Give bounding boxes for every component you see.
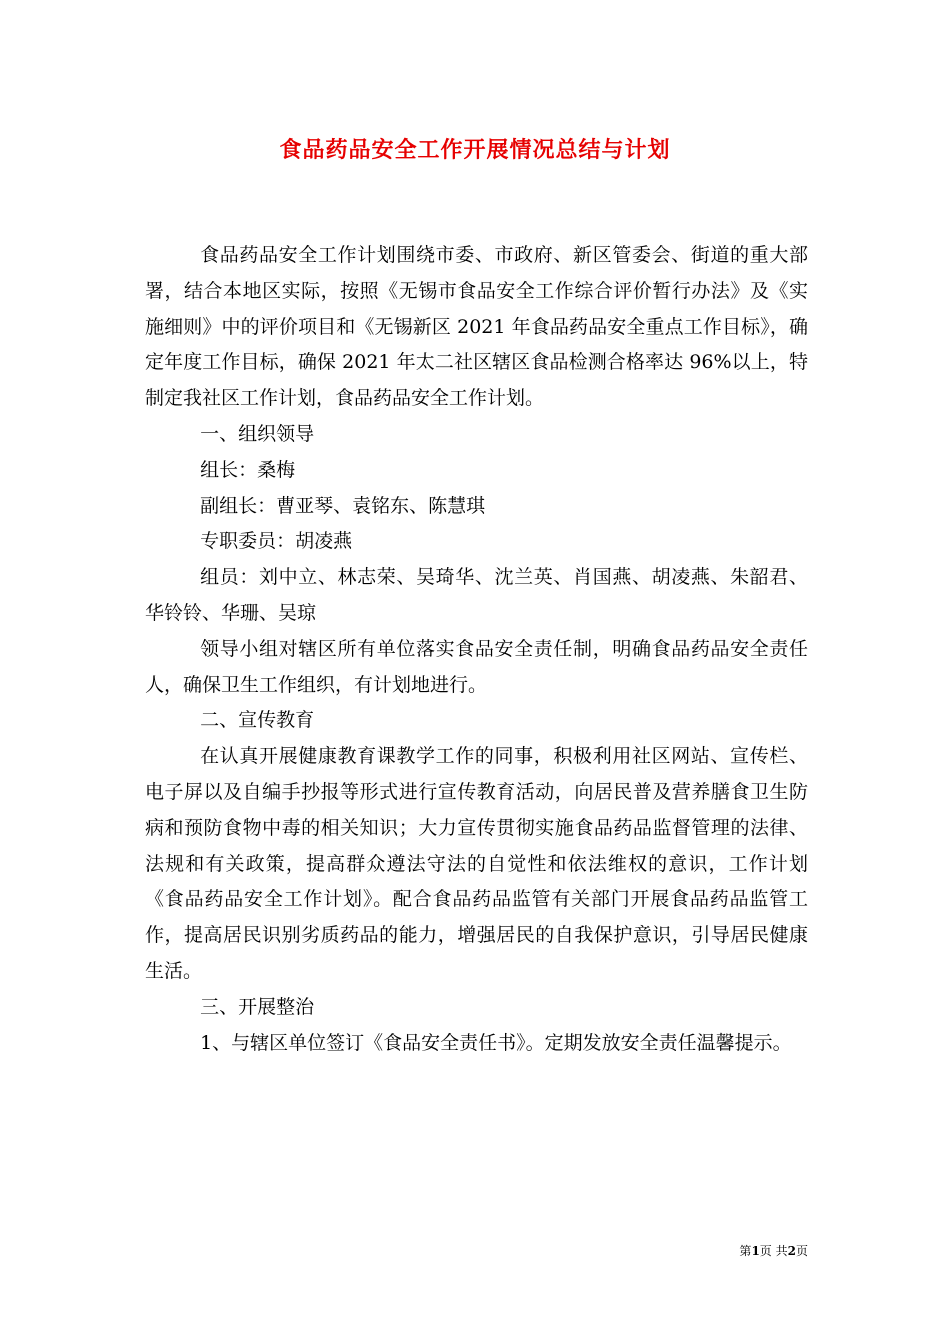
footer-total-pages: 2 [787, 1244, 796, 1258]
team-leader-line: 组长：桑梅 [200, 458, 296, 481]
deputy-leaders-line: 副组长：曹亚琴、袁铭东、陈慧琪 [200, 494, 486, 517]
members-line: 组员：刘中立、林志荣、吴琦华、沈兰英、肖国燕、胡凌燕、朱韶君、华铃铃、华珊、吴琼 [145, 566, 808, 624]
footer-prefix: 第 [739, 1244, 752, 1258]
section-heading-organization: 一、组织领导 [200, 422, 315, 445]
section-heading-publicity: 二、宣传教育 [200, 709, 315, 732]
section-heading-rectification: 三、开展整治 [200, 995, 315, 1018]
full-time-member-line: 专职委员：胡凌燕 [200, 530, 353, 553]
rectification-item-1: 1、与辖区单位签订《食品安全责任书》。定期发放安全责任温馨提示。 [200, 1031, 792, 1054]
footer-middle: 页 共 [759, 1244, 788, 1258]
intro-paragraph: 食品药品安全工作计划围绕市委、市政府、新区管委会、街道的重大部署，结合本地区实际，按照《无锡市食品安全工作综合评价暂行办法》及《实施细则》中的评价项目和《无锡新区 2021 年食品药品安全重点工作目标》，确定年度工作目标，确保 2021 年太二社区辖区食品检测合格率达 96%以上，特制定我社区工作计划，食品药品安全工作计划。 [145, 244, 808, 410]
page-number-footer [739, 1243, 808, 1259]
publicity-paragraph: 在认真开展健康教育课教学工作的同事，积极利用社区网站、宣传栏、电子屏以及自编手抄报等形式进行宣传教育活动，向居民普及营养膳食卫生防病和预防食物中毒的相关知识；大力宣传贯彻实施食品药品监督管理的法律、法规和有关政策，提高群众遵法守法的自觉性和依法维权的意识，工作计划《食品药品安全工作计划》。配合食品药品监管有关部门开展食品药品监管工作，提高居民识别劣质药品的能力，增强居民的自我保护意识，引导居民健康生活。 [145, 745, 808, 982]
footer-suffix: 页 [795, 1244, 808, 1258]
document-title: 食品药品安全工作开展情况总结与计划 [279, 137, 671, 163]
organization-paragraph: 领导小组对辖区所有单位落实食品安全责任制，明确食品药品安全责任人，确保卫生工作组织，有计划地进行。 [145, 637, 808, 696]
document-body [145, 238, 808, 1061]
footer-current-page: 1 [751, 1244, 760, 1258]
